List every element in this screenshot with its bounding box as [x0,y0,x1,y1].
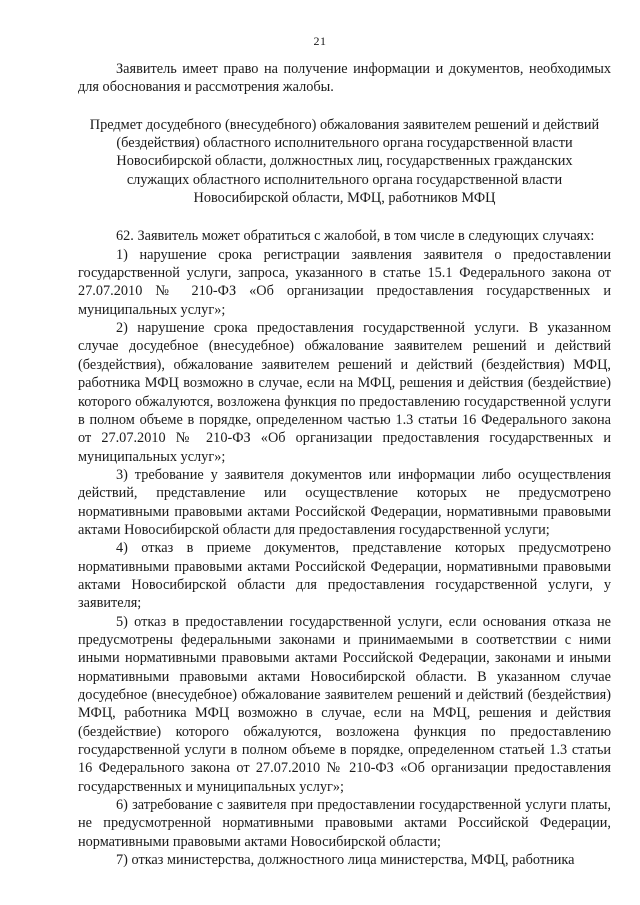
list-item-3: 3) требование у заявителя документов или информации либо осуществления действий, представление или осуществление которых не предусмотрено нормативными правовыми актами Российской Федерации, нормативными правовыми актами Новосибирской области для предоставления государственной услуги; [78,466,611,538]
page-number: 21 [313,34,327,48]
clause-62: 62. Заявитель может обратиться с жалобой, в том числе в следующих случаях: [116,228,595,245]
list-item-1: 1) нарушение срока регистрации заявления заявителя о предоставлении государственной услуги, запроса, указанного в статье 15.1 Федерального закона от 27.07.2010 № 210-ФЗ «Об организации предоставления государственных и муниципальных услуг»; [78,246,611,318]
list-item-7: 7) отказ министерства, должностного лица министерства, МФЦ, работника [116,852,575,869]
list-item-5: 5) отказ в предоставлении государственной услуги, если основания отказа не предусмотрены федеральными законами и принимаемыми в соответствии с ними иными нормативными правовыми актами Российской Федерации, законами и иными нормативными правовыми актами Новосибирской области. В указанном случае досудебное (внесудебное) обжалование заявителем решений и действий (бездействия) МФЦ, работника МФЦ возможно в случае, если на МФЦ, решения и действия (бездействие) которого обжалуются, возложена функция по предоставлению государственной услуги в полном объеме в порядке, определенном статьей 1.3 статьи 16 Федерального закона от 27.07.2010 № 210-ФЗ «Об организации предоставления государственных и муниципальных услуг»; [78,613,611,795]
list-item-2: 2) нарушение срока предоставления государственной услуги. В указанном случае досудебное (внесудебное) обжалование заявителем решений и действий (бездействия), обжалование заявителем решений и действий (бездействия) МФЦ, работника МФЦ возможно в случае, если на МФЦ, решения и действия (бездействие) которого обжалуются, возложена функция по предоставлению государственной услуги в полном объеме в порядке, определенном частью 1.3 статьи 16 Федерального закона от 27.07.2010 № 210-ФЗ «Об организации предоставления государственных и муниципальных услуг»; [78,320,611,465]
list-item-4: 4) отказ в приеме документов, представление которых предусмотрено нормативными правовыми актами Российской Федерации, нормативными правовыми актами Новосибирской области для предоставления государственной услуги, у заявителя; [78,540,611,612]
section-heading: Предмет досудебного (внесудебного) обжалования заявителем решений и действий (бездействия) областного исполнительного органа государственной власти Новосибирской области, должностных лиц, государственных гражданских служащих областного исполнительного органа государственной власти Новосибирской области, МФЦ, работников МФЦ [89,116,600,207]
intro-paragraph: Заявитель имеет право на получение информации и документов, необходимых для обоснования и рассмотрения жалобы. [78,61,611,96]
document-body [78,60,611,869]
list-item-6: 6) затребование с заявителя при предоставлении государственной услуги платы, не предусмотренной нормативными правовыми актами Российской Федерации, нормативными правовыми актами Новосибирской области; [78,797,611,850]
